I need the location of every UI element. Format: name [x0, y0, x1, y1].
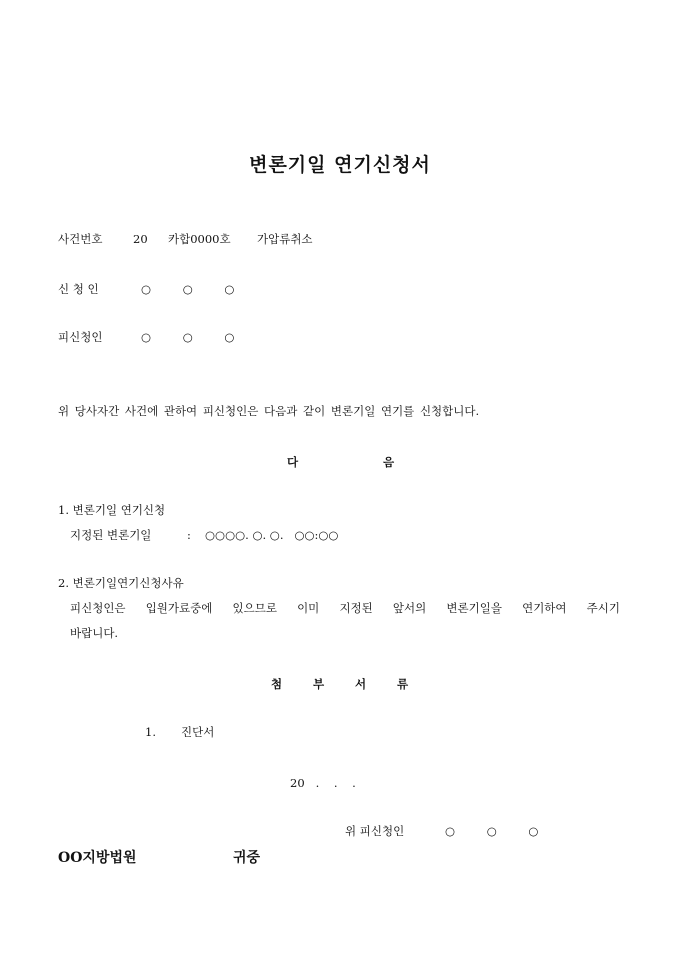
case-number-label: 사건번호	[58, 232, 103, 246]
item2-line1: 피신청인은 입원가료중에 있으므로 이미 지정된 앞서의 변론기일을 연기하여 주시기	[70, 601, 620, 615]
intro-text: 위 당사자간 사건에 관하여 피신청인은 다음과 같이 변론기일 연기를 신청합니다.	[58, 404, 480, 418]
heading-next-1: 다	[287, 455, 299, 469]
item1-title: 1. 변론기일 연기신청	[58, 503, 166, 517]
respondent-label: 피신청인	[58, 330, 103, 344]
signature-label: 위 피신청인	[345, 824, 405, 838]
item1-detail-sep: :	[187, 528, 191, 542]
attachments-heading-1: 첨	[271, 677, 283, 691]
attachments-heading-2: 부	[313, 677, 325, 691]
court-name: OO지방법원	[58, 850, 137, 866]
item1-detail-label: 지정된 변론기일	[70, 528, 152, 542]
signature-name: ○ ○ ○	[445, 824, 553, 838]
case-year: 20	[133, 232, 148, 246]
item2-title: 2. 변론기일연기신청사유	[58, 576, 184, 590]
attachment-num: 1.	[145, 725, 156, 739]
document-title: 변론기일 연기신청서	[249, 154, 431, 176]
item2-line2: 바랍니다.	[70, 626, 119, 640]
attachments-heading-3: 서	[355, 677, 367, 691]
heading-next-2: 음	[383, 455, 395, 469]
applicant-name: ○ ○ ○	[141, 282, 249, 296]
date: 20 . . .	[290, 776, 356, 790]
attachment-name: 진단서	[181, 725, 215, 739]
case-name: 가압류취소	[257, 232, 313, 246]
item1-detail-value: ○○○○. ○. ○. ○○:○○	[205, 528, 339, 542]
respondent-name: ○ ○ ○	[141, 330, 249, 344]
court-suffix: 귀중	[233, 850, 261, 866]
applicant-label: 신 청 인	[58, 282, 99, 296]
case-number: 카합0000호	[168, 232, 231, 246]
attachments-heading-4: 류	[397, 677, 409, 691]
